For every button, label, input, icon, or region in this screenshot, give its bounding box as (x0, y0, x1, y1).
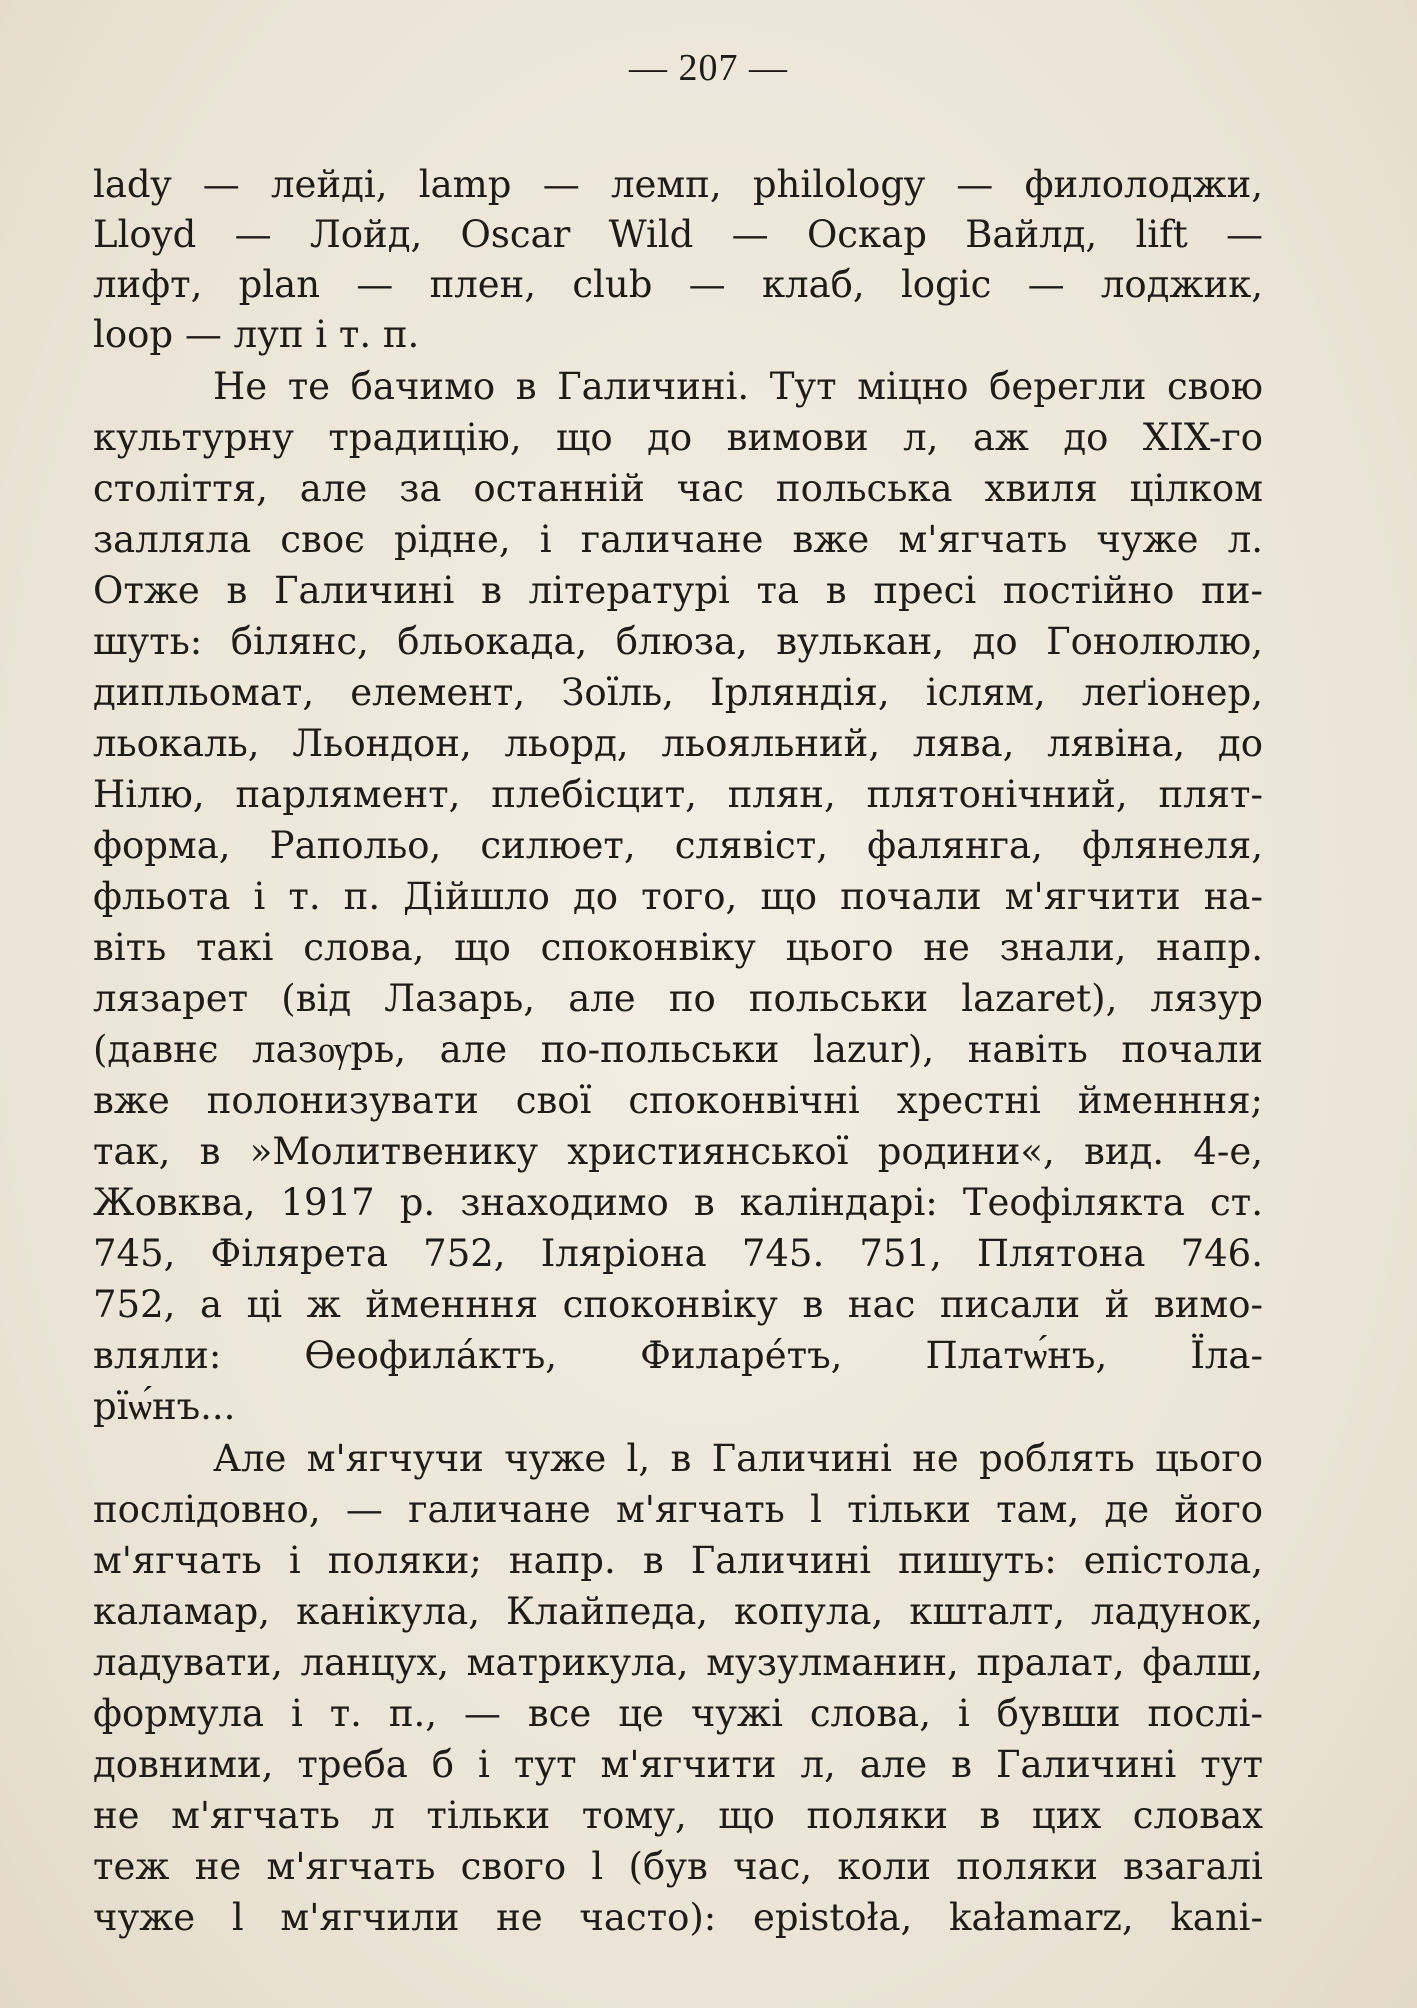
text-line: культурну традицію, що до вимови л, аж до XIX-го (93, 416, 1263, 459)
text-line: віть такі слова, що споконвіку цього не знали, напр. (93, 926, 1263, 969)
text-line: loop — луп і т. п. (93, 313, 420, 356)
text-line: лифт, plan — плен, club — клаб, logic — лоджик, (93, 263, 1263, 306)
text-line: послідовно, — галичане м'ягчать l тільки там, де його (93, 1488, 1263, 1531)
text-line: залляла своє рідне, і галичане вже м'ягчать чуже л. (93, 518, 1263, 561)
text-line: lady — лейді, lamp — лемп, philology — филолоджи, (93, 163, 1263, 206)
text-line: ладувати, ланцух, матрикула, музулманин, пралат, фалш, (93, 1641, 1263, 1684)
paragraph-first-line: Не те бачимо в Галичині. Тут міцно берегли свою (213, 365, 1263, 408)
text-line: вляли: Ѳеофилáктъ, Филарéтъ, Платѡ́нъ, Їла- (93, 1334, 1263, 1377)
text-line: теж не м'ягчать свого l (був час, коли поляки взагалі (93, 1845, 1263, 1888)
text-line: 752, а ці ж йменння споконвіку в нас писали й вимо- (93, 1283, 1263, 1326)
text-line: 745, Філярета 752, Іляріона 745. 751, Плятона 746. (93, 1232, 1263, 1275)
text-line: (давнє лазѹрь, але по-польськи lazur), навіть почали (93, 1028, 1263, 1071)
text-line: лязарет (від Лазарь, але по польськи lazaret), лязур (93, 977, 1263, 1020)
text-line: форма, Рапольо, силюет, слявіст, фалянга, флянеля, (93, 824, 1263, 867)
paragraph-first-line: Але м'ягчучи чуже l, в Галичині не роблять цього (213, 1437, 1263, 1480)
text-line: м'ягчать і поляки; напр. в Галичині пишуть: епістола, (93, 1539, 1263, 1582)
text-line: фльота і т. п. Дійшло до того, що почали м'ягчити на- (93, 875, 1263, 918)
text-line: чуже l м'ягчили не часто): epistoła, kałamarz, kani- (93, 1896, 1263, 1939)
text-line: формула і т. п., — все це чужі слова, і бувши послі- (93, 1692, 1263, 1735)
text-line: так, в »Молитвенику християнської родини«, вид. 4-е, (93, 1130, 1263, 1173)
text-line: Отже в Галичині в літературі та в пресі постійно пи- (93, 569, 1263, 612)
text-line: довними, треба б і тут м'ягчити л, але в Галичині тут (93, 1743, 1263, 1786)
text-line: рїѡ́нъ... (93, 1385, 236, 1428)
text-line: Жовква, 1917 р. знаходимо в каліндарі: Теофілякта ст. (93, 1181, 1263, 1224)
text-line: не м'ягчать л тільки тому, що поляки в цих словах (93, 1794, 1263, 1837)
text-line: дипльомат, елемент, Зоїль, Ірляндія, іслям, леґіонер, (93, 671, 1263, 714)
text-line: Нілю, парлямент, плебісцит, плян, плятонічний, плят- (93, 773, 1263, 816)
text-line: льокаль, Льондон, льорд, льояльний, лява, лявіна, до (93, 722, 1263, 765)
text-line: Lloyd — Лойд, Oscar Wild — Оскар Вайлд, lift — (93, 213, 1263, 256)
text-line: вже полонизувати свої споконвічні хрестні йменння; (93, 1079, 1263, 1122)
text-line: шуть: білянс, бльокада, блюза, вулькан, до Гонолюлю, (93, 620, 1263, 663)
text-line: століття, але за останній час польська хвиля цілком (93, 467, 1263, 510)
page-number: — 207 — (629, 47, 788, 89)
text-line: каламар, канікула, Клайпеда, копула, кшталт, ладунок, (93, 1590, 1263, 1633)
